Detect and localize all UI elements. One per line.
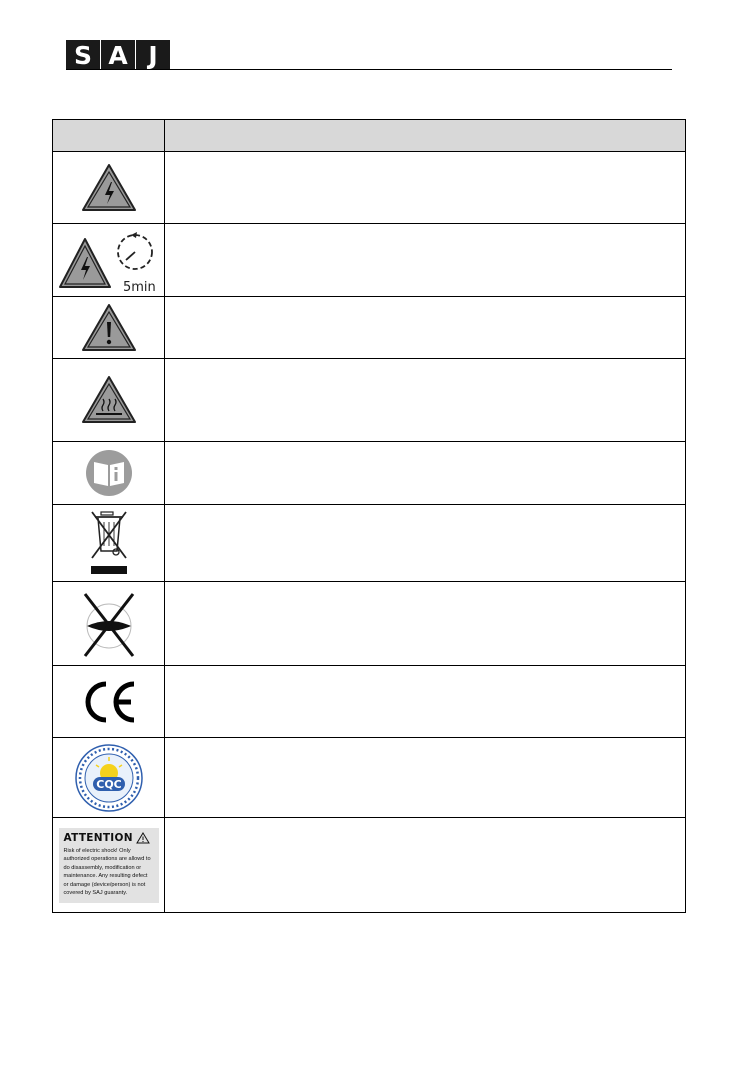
symbol-cell (53, 666, 165, 738)
description-cell (165, 359, 686, 442)
table-row (53, 505, 686, 582)
logo-letter: J (136, 40, 170, 70)
symbol-cell (53, 152, 165, 224)
description-cell (165, 442, 686, 505)
table-header-row (53, 120, 686, 152)
weee-disposal-icon (87, 508, 131, 578)
symbol-cell (53, 297, 165, 359)
no-solar-panel-crossed-icon (79, 588, 139, 660)
description-column-header (165, 120, 686, 152)
description-cell (165, 297, 686, 359)
table-row (53, 738, 686, 818)
symbol-cell (53, 224, 165, 297)
logo-letter: A (101, 40, 135, 70)
description-cell (165, 666, 686, 738)
seal-text: CQC (95, 777, 122, 791)
symbol-cell (53, 818, 165, 913)
table-row (53, 359, 686, 442)
symbol-cell (53, 505, 165, 582)
symbol-column-header (53, 120, 165, 152)
attention-title: ATTENTION (63, 831, 133, 844)
header-rule (66, 69, 672, 70)
hot-surface-warning-icon (81, 375, 137, 425)
description-cell (165, 224, 686, 297)
description-cell (165, 738, 686, 818)
timer-label: 5min (122, 280, 156, 293)
table-row (53, 297, 686, 359)
symbol-cell (53, 582, 165, 666)
attention-text: Risk of electric shock! Only authorized operations are allowd to do disassembly, modification or maintenance. Any resulting defect or damage (device/person) is not covered by SAJ guaranty. (63, 847, 151, 896)
cqc-certification-seal-icon (74, 743, 144, 813)
table-row (53, 152, 686, 224)
table-row (53, 666, 686, 738)
table-row (53, 818, 686, 913)
ce-mark-icon (79, 680, 139, 724)
description-cell (165, 152, 686, 224)
delayed-discharge-5min-icon (57, 227, 161, 293)
table-row (53, 582, 686, 666)
attention-label (59, 828, 159, 903)
table-row (53, 224, 686, 297)
read-manual-icon (84, 448, 134, 498)
general-caution-icon (81, 303, 137, 353)
description-cell (165, 582, 686, 666)
symbols-table (52, 119, 686, 913)
description-cell (165, 818, 686, 913)
saj-logo (66, 40, 171, 70)
description-cell (165, 505, 686, 582)
table-row (53, 442, 686, 505)
symbol-cell (53, 359, 165, 442)
logo-letter: S (66, 40, 100, 70)
symbol-cell (53, 442, 165, 505)
symbol-cell (53, 738, 165, 818)
warning-triangle-icon (136, 832, 150, 844)
high-voltage-warning-icon (81, 163, 137, 213)
